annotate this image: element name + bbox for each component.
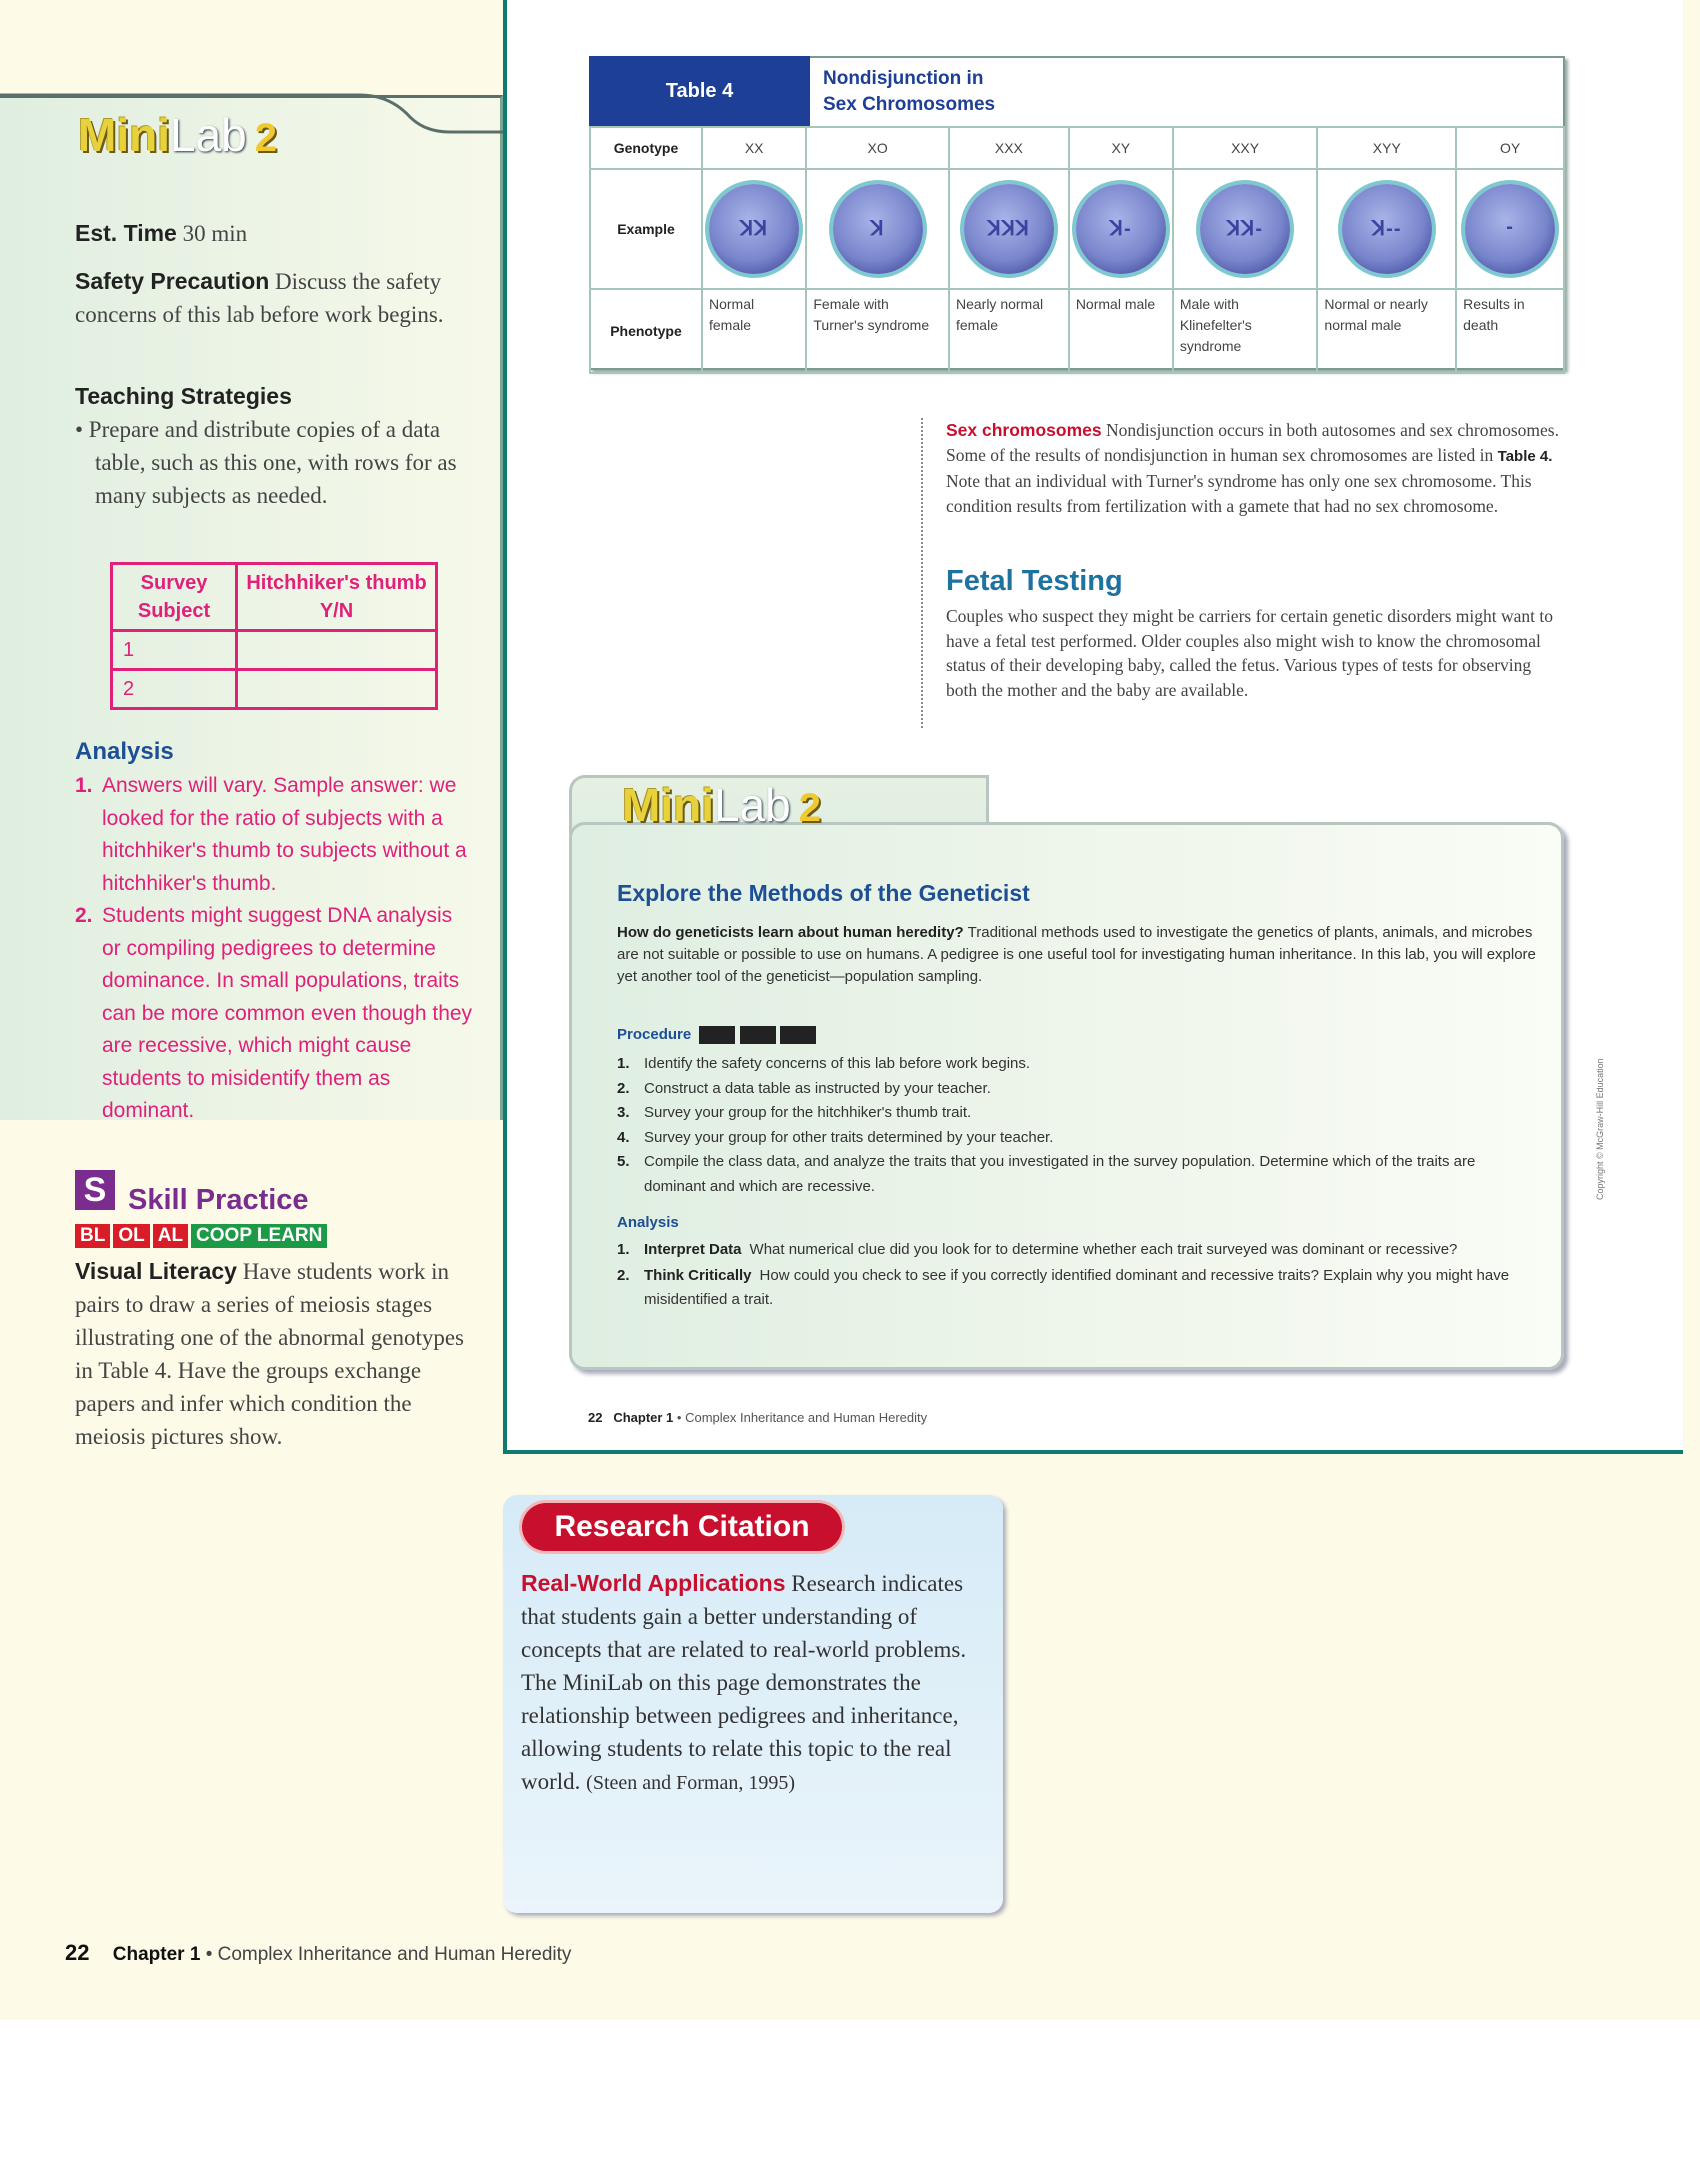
phenotype-cell: Nearly normal female bbox=[949, 289, 1069, 373]
genotype-cell: XX bbox=[702, 127, 806, 169]
safety-icons bbox=[695, 1026, 815, 1043]
list-item bbox=[75, 900, 475, 1128]
minilab-left-logo bbox=[78, 108, 277, 162]
sex-chromosomes-lead: Sex chromosomes bbox=[946, 420, 1102, 440]
example-cell bbox=[1069, 169, 1173, 289]
animal-safety-icon bbox=[740, 1026, 776, 1044]
research-citation-body: Research indicates that students gain a better understanding of concepts that are related to real-world problems. The MiniLab on this page demonstrates the relationship between pedigrees and inheritance, allowing students to relate this topic to the real world. bbox=[521, 1571, 967, 1794]
cell-nucleus-image: ꓘ‑ bbox=[1076, 184, 1166, 274]
step-number: 2. bbox=[617, 1079, 630, 1097]
table-4-title-line2: Sex Chromosomes bbox=[823, 94, 996, 115]
genotype-cell: XY bbox=[1069, 127, 1173, 169]
table-row bbox=[590, 169, 1564, 289]
cell-nucleus-image: ‑ bbox=[1465, 184, 1555, 274]
list-item bbox=[617, 1077, 1537, 1102]
table-row bbox=[112, 670, 437, 709]
list-item bbox=[617, 1126, 1537, 1151]
procedure-list bbox=[617, 1052, 1537, 1199]
step-text: Construct a data table as instructed by your teacher. bbox=[644, 1079, 991, 1097]
example-cell bbox=[806, 169, 949, 289]
answer-text: Answers will vary. Sample answer: we looked for the ratio of subjects with a hitchhiker's thumb to subjects without a hitchhiker's thumb. bbox=[102, 774, 467, 895]
answer-text: Students might suggest DNA analysis or compiling pedigrees to determine dominance. In small populations, traits can be more common even though they are recessive, which might cause students to misidentify them as dominant. bbox=[102, 904, 473, 1122]
example-cell bbox=[949, 169, 1069, 289]
survey-cell bbox=[237, 631, 437, 670]
right-margin-strip bbox=[1683, 0, 1700, 2020]
genotype-cell: XXY bbox=[1173, 127, 1318, 169]
analysis-text: How could you check to see if you correctly identified dominant and recessive traits? Explain why you might have misidentified a trait. bbox=[644, 1267, 1510, 1308]
survey-cell bbox=[237, 670, 437, 709]
analysis-text: What numerical clue did you look for to determine whether each trait surveyed was dominant or recessive? bbox=[749, 1241, 1458, 1258]
survey-header-subject: Survey Subject bbox=[112, 564, 237, 631]
sex-chromosomes-text-a: Nondisjunction occurs in both autosomes and sex chromosomes. Some of the results of nondisjunction in human sex chromosomes are listed in bbox=[946, 420, 1559, 465]
fetal-testing-paragraph: Couples who suspect they might be carriers for certain genetic disorders might want to have a fetal test performed. Older couples also might wish to know the chromosomal status of their developing baby, called the fetus. Various types of tests for observing both the mother and the baby are available. bbox=[946, 606, 1553, 700]
est-time-label: Est. Time bbox=[75, 220, 177, 246]
list-item bbox=[617, 1238, 1537, 1262]
procedure-heading-row bbox=[617, 1024, 1537, 1046]
list-item bbox=[75, 770, 475, 900]
chapter-label: Chapter 1 bbox=[112, 1944, 201, 1965]
teaching-bullet: • Prepare and distribute copies of a data table, such as this one, with rows for as many subjects as needed. bbox=[75, 417, 457, 508]
est-time-line bbox=[75, 217, 475, 250]
safety-text: Discuss the safety concerns of this lab before work begins. bbox=[75, 269, 444, 327]
minilab-question: How do geneticists learn about human heredity? bbox=[617, 924, 964, 941]
table-4-title bbox=[823, 66, 995, 118]
research-citation-source: (Steen and Forman, 1995) bbox=[586, 1772, 796, 1794]
minilab-analysis-list bbox=[617, 1238, 1537, 1312]
example-cell bbox=[702, 169, 806, 289]
step-text: Survey your group for other traits determined by your teacher. bbox=[644, 1128, 1054, 1146]
minilab-intro bbox=[617, 922, 1537, 988]
sex-chromosomes-text-b: Note that an individual with Turner's syndrome has only one sex chromosome. This condition results from fertilization with a gamete that had no sex chromosome. bbox=[946, 471, 1532, 516]
sex-chromosomes-paragraph bbox=[946, 418, 1566, 518]
step-number: 5. bbox=[617, 1153, 630, 1170]
list-item bbox=[617, 1150, 1537, 1199]
student-chapter-label: Chapter 1 bbox=[613, 1410, 674, 1425]
genotype-cell: XXX bbox=[949, 127, 1069, 169]
tag-al: AL bbox=[153, 1224, 188, 1248]
answer-number: 1. bbox=[75, 774, 93, 797]
genotype-row-label: Genotype bbox=[590, 127, 702, 169]
tag-bl: BL bbox=[75, 1224, 110, 1248]
minilab-word-lab: Lab bbox=[713, 779, 791, 831]
survey-data-table bbox=[110, 562, 438, 710]
step-text: Survey your group for the hitchhiker's thumb trait. bbox=[644, 1104, 972, 1121]
analysis-number: 1. bbox=[617, 1241, 630, 1258]
cell-nucleus-image: ꓘ bbox=[833, 184, 923, 274]
visual-literacy-paragraph bbox=[75, 1255, 475, 1453]
differentiation-tags bbox=[75, 1224, 327, 1248]
minilab-word-mini: Mini bbox=[622, 779, 714, 831]
table-row bbox=[112, 631, 437, 670]
table-4-reference: Table 4. bbox=[1497, 447, 1553, 465]
procedure-heading: Procedure bbox=[617, 1026, 692, 1043]
tag-coop-learn: COOP LEARN bbox=[191, 1224, 327, 1248]
table-4-grid bbox=[589, 126, 1565, 374]
page-footer bbox=[65, 1940, 571, 1966]
step-number: 3. bbox=[617, 1104, 630, 1121]
minilab-word-mini: Mini bbox=[78, 109, 170, 161]
step-number: 4. bbox=[617, 1128, 630, 1146]
example-row-label: Example bbox=[590, 169, 702, 289]
research-citation-tab: Research Citation bbox=[522, 1503, 842, 1551]
step-text: Compile the class data, and analyze the traits that you investigated in the survey population. Determine which of the traits are dominant and which are recessive. bbox=[644, 1153, 1476, 1195]
table-row bbox=[590, 289, 1564, 373]
visual-literacy-label: Visual Literacy bbox=[75, 1258, 237, 1284]
real-world-applications-label: Real-World Applications bbox=[521, 1570, 786, 1596]
minilab-title: Explore the Methods of the Geneticist bbox=[617, 880, 1030, 906]
step-number: 1. bbox=[617, 1055, 630, 1072]
minilab-word-lab: Lab bbox=[169, 109, 247, 161]
table-row bbox=[590, 127, 1564, 169]
cell-nucleus-image: ꓘꓘ bbox=[709, 184, 799, 274]
list-item bbox=[617, 1101, 1537, 1126]
genotype-cell: XO bbox=[806, 127, 949, 169]
safety-precaution bbox=[75, 265, 475, 331]
student-page-footer bbox=[588, 1410, 927, 1425]
hand-wash-icon bbox=[780, 1026, 816, 1044]
list-item bbox=[617, 1264, 1537, 1312]
phenotype-cell: Results in death bbox=[1456, 289, 1564, 373]
survey-cell: 2 bbox=[112, 670, 237, 709]
survey-cell: 1 bbox=[112, 631, 237, 670]
est-time-value: 30 min bbox=[182, 221, 248, 246]
cell-nucleus-image: ꓘ‑‑ bbox=[1342, 184, 1432, 274]
think-critically-label: Think Critically bbox=[644, 1267, 752, 1284]
skill-practice-title: Skill Practice bbox=[128, 1184, 309, 1216]
phenotype-cell: Male with Klinefelter's syndrome bbox=[1173, 289, 1318, 373]
minilab-center-logo bbox=[622, 778, 821, 832]
cell-nucleus-image: ꓘꓘ‑ bbox=[1200, 184, 1290, 274]
answer-number: 2. bbox=[75, 904, 93, 927]
copyright-notice: Copyright © McGraw-Hill Education bbox=[1595, 1058, 1605, 1200]
minilab-intro-text: Traditional methods used to investigate the genetics of plants, animals, and microbes are not suitable or possible to use on humans. A pedigree is one useful tool for investigating human inheritance. In this lab, you will explore yet another tool of the geneticist—population sampling. bbox=[617, 924, 1536, 985]
lab-safety-icon bbox=[699, 1026, 735, 1044]
teaching-strategies-heading: Teaching Strategies bbox=[75, 383, 292, 409]
tag-ol: OL bbox=[113, 1224, 149, 1248]
cell-nucleus-image: ꓘꓘꓘ bbox=[964, 184, 1054, 274]
genotype-cell: OY bbox=[1456, 127, 1564, 169]
phenotype-cell: Normal female bbox=[702, 289, 806, 373]
analysis-heading: Analysis bbox=[75, 738, 174, 765]
chapter-title: • Complex Inheritance and Human Heredity bbox=[205, 1944, 572, 1965]
answer-list bbox=[75, 770, 475, 1128]
margin-dotted-rule bbox=[921, 418, 923, 728]
example-cell bbox=[1317, 169, 1456, 289]
phenotype-row-label: Phenotype bbox=[590, 289, 702, 373]
phenotype-cell: Female with Turner's syndrome bbox=[806, 289, 949, 373]
analysis-number: 2. bbox=[617, 1267, 630, 1284]
example-cell bbox=[1456, 169, 1564, 289]
table-4-title-line1: Nondisjunction in bbox=[823, 68, 984, 89]
research-citation-text bbox=[521, 1567, 991, 1800]
safety-label: Safety Precaution bbox=[75, 268, 270, 294]
minilab-number: 2 bbox=[254, 116, 277, 160]
genotype-cell: XYY bbox=[1317, 127, 1456, 169]
interpret-data-label: Interpret Data bbox=[644, 1241, 742, 1258]
skill-practice-badge: S bbox=[75, 1170, 115, 1210]
list-item bbox=[617, 1052, 1537, 1077]
teaching-strategies-list bbox=[75, 413, 475, 512]
fetal-testing-heading: Fetal Testing bbox=[946, 565, 1123, 597]
step-text: Identify the safety concerns of this lab before work begins. bbox=[644, 1055, 1031, 1072]
table-4-label: Table 4 bbox=[589, 56, 810, 126]
student-chapter-title: • Complex Inheritance and Human Heredity bbox=[676, 1410, 928, 1425]
page-number: 22 bbox=[65, 1940, 90, 1965]
survey-header-thumb: Hitchhiker's thumb Y/N bbox=[237, 564, 437, 631]
student-page-number: 22 bbox=[588, 1410, 603, 1425]
visual-literacy-text: Have students work in pairs to draw a series of meiosis stages illustrating one of the abnormal genotypes in Table 4. Have the groups exchange papers and infer which condition the meiosis pictures show. bbox=[75, 1259, 464, 1449]
phenotype-cell: Normal male bbox=[1069, 289, 1173, 373]
minilab-analysis-heading: Analysis bbox=[617, 1214, 679, 1231]
minilab-number: 2 bbox=[798, 786, 821, 830]
example-cell bbox=[1173, 169, 1318, 289]
phenotype-cell: Normal or nearly normal male bbox=[1317, 289, 1456, 373]
